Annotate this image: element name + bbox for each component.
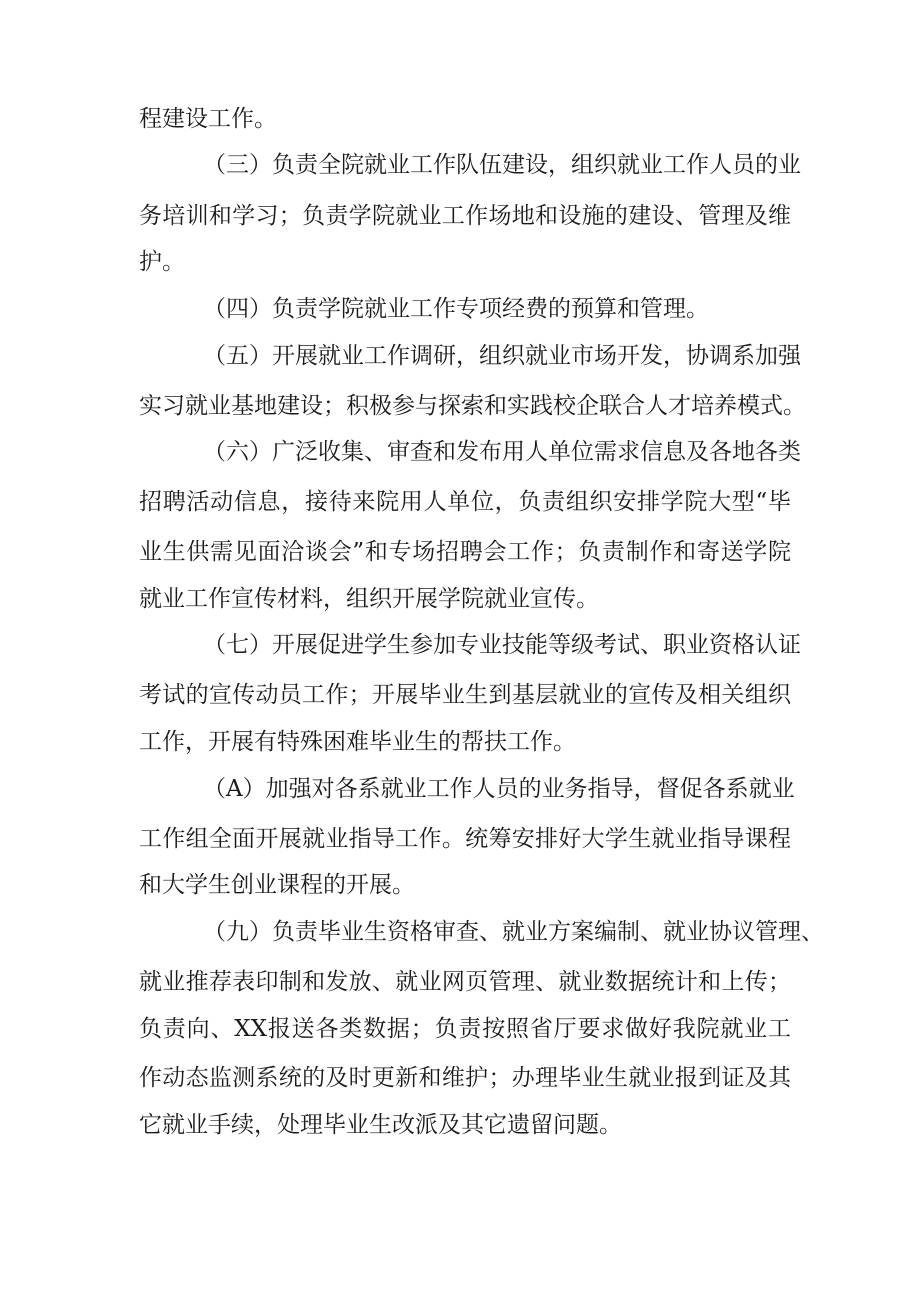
paragraph-8-line-1: （A）加强对各系就业工作人员的业务指导，督促各系就业 [203,776,795,802]
text-line: 考试的宣传动员工作；开展毕业生到基层就业的宣传及相关组织 [139,682,791,708]
text-line: 业生供需见面洽谈会”和专场招聘会工作；负责制作和寄送学院 [139,539,791,565]
text-line: 它就业手续，处理毕业生改派及其它遗留问题。 [139,1112,622,1138]
paragraph-9-line-1: （九）负责毕业生资格审查、就业方案编制、就业协议管理、 [203,919,824,945]
text-line: 程建设工作。 [139,106,277,132]
text-line: 招聘活动信息，接待来院用人单位，负责组织安排学院大型“毕 [139,489,791,515]
paragraph-6-line-1: （六）广泛收集、审查和发布用人单位需求信息及各地各类 [203,439,801,465]
text-line: 实习就业基地建设；积极参与探索和实践校企联合人才培养模式。 [139,393,806,419]
paragraph-3-line-1: （三）负责全院就业工作队伍建设，组织就业工作人员的业 [203,152,801,178]
text-line: 和大学生创业课程的开展。 [139,872,415,898]
text-line: 护。 [139,249,185,275]
text-line: 就业工作宣传材料，组织开展学院就业宣传。 [139,586,599,612]
text-line: 作动态监测系统的及时更新和维护；办理毕业生就业报到证及其 [139,1065,791,1091]
text-line: 务培训和学习；负责学院就业工作场地和设施的建设、管理及维 [139,203,791,229]
text-line: 工作，开展有特殊困难毕业生的帮扶工作。 [139,729,576,755]
paragraph-5-line-1: （五）开展就业工作调研，组织就业市场开发，协调系加强 [203,343,801,369]
text-line: 就业推荐表印制和发放、就业网页管理、就业数据统计和上传； [139,969,791,995]
text-line: 工作组全面开展就业指导工作。统筹安排好大学生就业指导课程 [139,826,791,852]
paragraph-7-line-1: （七）开展促进学生参加专业技能等级考试、职业资格认证 [203,632,801,658]
paragraph-4-line-1: （四）负责学院就业工作专项经费的预算和管理。 [203,296,709,322]
text-line: 负责向、XX报送各类数据；负责按照省厅要求做好我院就业工 [139,1016,791,1042]
